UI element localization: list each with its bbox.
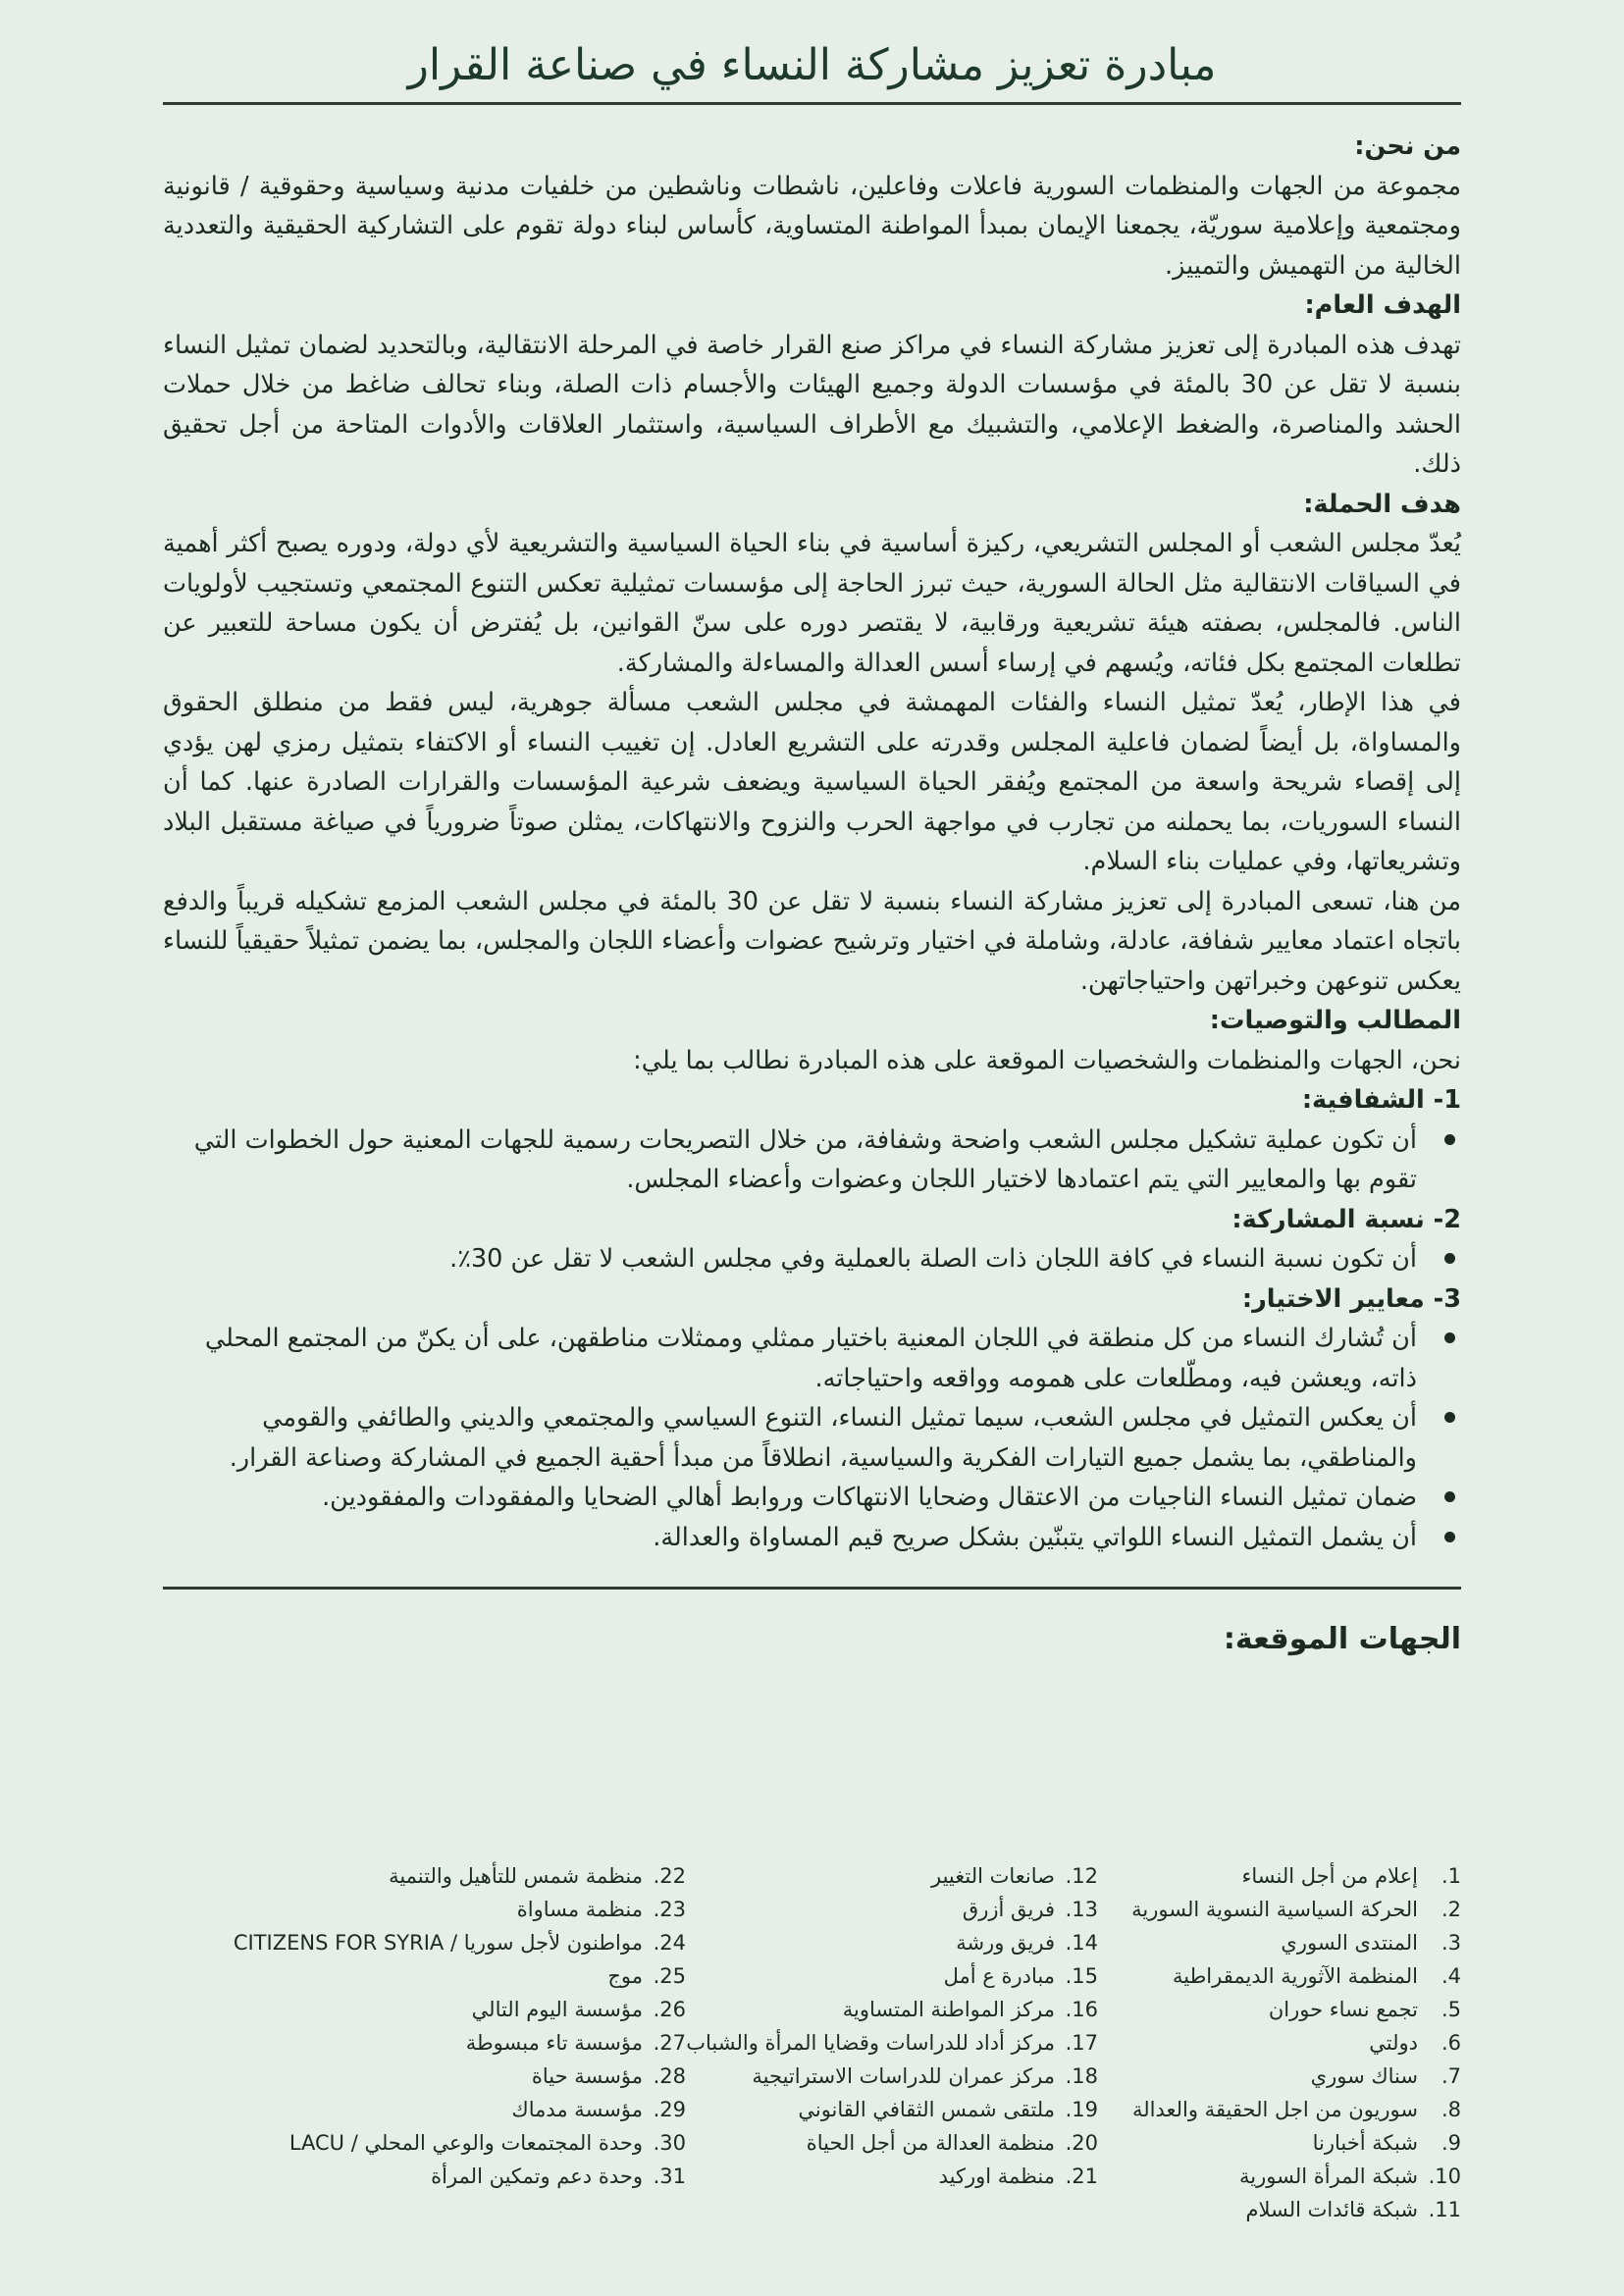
bullet-item: أن تكون نسبة النساء في كافة اللجان ذات الصلة بالعملية وفي مجلس الشعب لا تقل عن 30٪. <box>163 1239 1417 1279</box>
page-title: مبادرة تعزيز مشاركة النساء في صناعة القرار <box>407 40 1217 90</box>
signatory-item <box>258 2026 686 2060</box>
signatory-number: 5. <box>1441 1998 1461 2021</box>
signatory-number: 29. <box>653 2098 686 2121</box>
transparency-heading: 1- الشفافية: <box>1301 1085 1461 1115</box>
signatory-item <box>258 1959 686 1993</box>
signatory-number: 17. <box>1065 2031 1098 2055</box>
signatory-number: 7. <box>1441 2064 1461 2088</box>
signatory-number: 19. <box>1065 2098 1098 2121</box>
signatory-item <box>258 2093 686 2126</box>
signatory-number: 18. <box>1065 2064 1098 2088</box>
signatory-number: 22. <box>653 1864 686 1888</box>
signatory-name: مبادرة ع أمل <box>943 1964 1055 1988</box>
transparency-list <box>163 1121 1461 1200</box>
signatory-name: مؤسسة حياة <box>531 2064 643 2088</box>
signatories-column <box>1098 1859 1461 2226</box>
criteria-heading: 3- معايير الاختيار: <box>1241 1283 1461 1314</box>
signatory-name: مؤسسة مدماك <box>511 2098 643 2121</box>
signatory-name: منظمة العدالة من أجل الحياة <box>806 2131 1055 2155</box>
signatory-name: المنظمة الآثورية الديمقراطية <box>1172 1964 1418 1988</box>
demands-heading: المطالب والتوصيات: <box>1209 1006 1461 1035</box>
signatory-number: 26. <box>653 1998 686 2021</box>
participation-list <box>163 1239 1461 1279</box>
who-text: مجموعة من الجهات والمنظمات السورية فاعلات وفاعلين، ناشطات وناشطين من خلفيات مدنية وسياسية وحقوقية / قانونية ومجتمعية وإعلامية سوريّة، يجمعنا الإيمان بمبدأ المواطنة المتساوية، كأساس لبناء دولة تقوم على التشاركية الحقيقية والتعددية الخالية من التهميش والتمييز. <box>163 171 1461 281</box>
signatory-number: 28. <box>653 2064 686 2088</box>
signatory-number: 24. <box>653 1931 686 1955</box>
signatory-name: فريق ورشة <box>956 1931 1055 1955</box>
who-heading: من نحن: <box>1354 131 1461 161</box>
signatory-number: 9. <box>1441 2131 1461 2155</box>
signatory-number: 31. <box>653 2165 686 2188</box>
signatory-name: منظمة شمس للتأهيل والتنمية <box>389 1864 643 1888</box>
signatory-name: وحدة المجتمعات والوعي المحلي / LACU <box>288 2131 643 2155</box>
signatory-item <box>1098 2093 1461 2126</box>
signatory-number: 3. <box>1441 1931 1461 1955</box>
signatory-item <box>258 1859 686 1893</box>
demands-intro: نحن، الجهات والمنظمات والشخصيات الموقعة على هذه المبادرة نطالب بما يلي: <box>633 1045 1461 1075</box>
signatory-name: إعلام من أجل النساء <box>1241 1864 1418 1888</box>
signatory-name: دولتي <box>1369 2031 1418 2055</box>
campaign-paragraph: من هنا، تسعى المبادرة إلى تعزيز مشاركة النساء بنسبة لا تقل عن 30 بالمئة في مجلس الشعب المزمع تشكيله قريباً والدفع باتجاه اعتماد معايير شفافة، عادلة، وشاملة في اختيار وترشيح عضوات وأعضاء اللجان والمجلس، بما يضمن تمثيلاً حقيقياً للنساء يعكس تنوعهن وخبراتهن واحتياجاتهن. <box>163 886 1461 996</box>
signatory-name: فريق أزرق <box>962 1898 1055 1921</box>
signatory-item <box>1098 2060 1461 2093</box>
bullet-item: أن تكون عملية تشكيل مجلس الشعب واضحة وشفافة، من خلال التصريحات رسمية للجهات المعنية حول الخطوات التي تقوم بها والمعايير التي يتم اعتمادها لاختيار اللجان وعضوات وأعضاء المجلس. <box>163 1121 1417 1200</box>
signatory-item <box>1098 2026 1461 2060</box>
signatory-name: مؤسسة اليوم التالي <box>471 1998 643 2021</box>
signatory-name: سناك سوري <box>1310 2064 1418 2088</box>
signatory-number: 2. <box>1441 1898 1461 1921</box>
signatory-name: شبكة قائدات السلام <box>1245 2198 1418 2221</box>
signatory-name: سوريون من اجل الحقيقة والعدالة <box>1131 2098 1418 2121</box>
signatory-number: 8. <box>1441 2098 1461 2121</box>
signatory-name: منظمة مساواة <box>516 1898 643 1921</box>
document-body <box>163 105 1461 1664</box>
signatory-number: 23. <box>653 1898 686 1921</box>
signatory-item <box>1098 1926 1461 1959</box>
goal-text: تهدف هذه المبادرة إلى تعزيز مشاركة النساء في مراكز صنع القرار خاصة في المرحلة الانتقالية، وبالتحديد لضمان تمثيل النساء بنسبة لا تقل عن 30 بالمئة في مؤسسات الدولة وجميع الهيئات والأجسام ذات الصلة، وبناء تحالف ضاغط من خلال حملات الحشد والمناصرة، والضغط الإعلامي، والتشبيك مع الأطراف السياسية، واستثمار العلاقات والأدوات المتاحة من أجل تحقيق ذلك. <box>163 330 1461 479</box>
signatories-columns <box>163 1859 1461 2226</box>
signatory-number: 6. <box>1441 2031 1461 2055</box>
signatory-name: موج <box>607 1964 643 1988</box>
signatory-name: المنتدى السوري <box>1281 1931 1418 1955</box>
bullet-item: ضمان تمثيل النساء الناجيات من الاعتقال وضحايا الانتهاكات وروابط أهالي الضحايا والمفقودات والمفقودين. <box>163 1478 1417 1518</box>
signatory-number: 20. <box>1065 2131 1098 2155</box>
bullet-item: أن تُشارك النساء من كل منطقة في اللجان المعنية باختيار ممثلي وممثلات مناطقهن، على أن يكنّ من المجتمع المحلي ذاته، ويعشن فيه، ومطّلعات على همومه وواقعه واحتياجاته. <box>163 1319 1417 1398</box>
signatory-item <box>1098 1893 1461 1926</box>
signatory-number: 14. <box>1065 1931 1098 1955</box>
signatory-item <box>258 2060 686 2093</box>
signatories-column <box>233 1859 686 2226</box>
signatory-name: مركز عمران للدراسات الاستراتيجية <box>752 2064 1055 2088</box>
bullet-item: أن يشمل التمثيل النساء اللواتي يتبنّين بشكل صريح قيم المساواة والعدالة. <box>163 1518 1417 1558</box>
participation-heading: 2- نسبة المشاركة: <box>1231 1204 1461 1234</box>
signatory-number: 1. <box>1441 1864 1461 1888</box>
section-divider <box>163 1587 1461 1590</box>
signatory-number: 27. <box>653 2031 686 2055</box>
signatory-name: مركز المواطنة المتساوية <box>842 1998 1055 2021</box>
document-page <box>163 0 1461 2221</box>
signatory-item <box>1098 1859 1461 1893</box>
signatory-item <box>1098 2160 1461 2193</box>
signatory-item <box>258 1993 686 2026</box>
signatory-name: الحركة السياسية النسوية السورية <box>1131 1898 1418 1921</box>
goal-heading: الهدف العام: <box>1304 290 1461 320</box>
signatory-name: ملتقى شمس الثقافي القانوني <box>798 2098 1055 2121</box>
signatory-number: 25. <box>653 1964 686 1988</box>
signatory-item <box>1098 1993 1461 2026</box>
signatory-number: 13. <box>1065 1898 1098 1921</box>
bullet-item: أن يعكس التمثيل في مجلس الشعب، سيما تمثيل النساء، التنوع السياسي والمجتمعي والديني والطائفي والقومي والمناطقي، بما يشمل جميع التيارات الفكرية والسياسية، انطلاقاً من مبدأ أحقية الجميع في المشاركة وصناعة القرار. <box>163 1398 1417 1478</box>
signatory-number: 11. <box>1428 2198 1461 2221</box>
criteria-list <box>163 1319 1461 1557</box>
signatory-number: 4. <box>1441 1964 1461 1988</box>
signatory-name: شبكة أخبارنا <box>1312 2131 1418 2155</box>
signatory-number: 30. <box>653 2131 686 2155</box>
signatory-name: مؤسسة تاء مبسوطة <box>465 2031 643 2055</box>
signatory-item <box>1098 2126 1461 2160</box>
signatory-name: منظمة اوركيد <box>938 2165 1055 2188</box>
signatory-number: 21. <box>1065 2165 1098 2188</box>
signatory-item <box>1098 1959 1461 1993</box>
signatories-heading: الجهات الموقعة: <box>1223 1622 1461 1656</box>
signatory-name: مركز أداد للدراسات وقضايا المرأة والشباب <box>686 2031 1055 2055</box>
signatory-name: مواطنون لأجل سوريا / CITIZENS FOR SYRIA <box>233 1931 643 1955</box>
campaign-heading: هدف الحملة: <box>1303 489 1461 519</box>
signatory-name: وحدة دعم وتمكين المرأة <box>431 2165 643 2188</box>
signatory-name: صانعات التغيير <box>930 1864 1055 1888</box>
campaign-paragraph: يُعدّ مجلس الشعب أو المجلس التشريعي، ركيزة أساسية في بناء الحياة السياسية والتشريعية لأي دولة، ودوره يصبح أكثر أهمية في السياقات الانتقالية مثل الحالة السورية، حيث تبرز الحاجة إلى مؤسسات تمثيلية تعكس التنوع المجتمعي وتستجيب لأولويات الناس. فالمجلس، بصفته هيئة تشريعية ورقابية، لا يقتصر دوره على سنّ القوانين، بل يُفترض أن يكون مساحة للتعبير عن تطلعات المجتمع بكل فئاته، ويُسهم في إرساء أسس العدالة والمساءلة والمشاركة. <box>163 529 1461 678</box>
signatory-item <box>258 2160 686 2193</box>
signatory-item <box>258 2126 686 2160</box>
signatory-item <box>233 1926 686 1959</box>
campaign-paragraph: في هذا الإطار، يُعدّ تمثيل النساء والفئات المهمشة في مجلس الشعب مسألة جوهرية، ليس فقط من منطلق الحقوق والمساواة، بل أيضاً لضمان فاعلية المجلس وقدرته على التشريع العادل. إن تغييب النساء أو الاكتفاء بتمثيل رمزي لهن يؤدي إلى إقصاء شريحة واسعة من المجتمع ويُفقر الحياة السياسية ويضعف شرعية المؤسسات والقرارات الصادرة عنها. كما أن النساء السوريات، بما يحملنه من تجارب في مواجهة الحرب والنزوح والانتهاكات، يمثلن صوتاً ضرورياً في صياغة مستقبل البلاد وتشريعاتها، وفي عمليات بناء السلام. <box>163 688 1461 876</box>
signatory-name: شبكة المرأة السورية <box>1239 2165 1418 2188</box>
signatory-name: تجمع نساء حوران <box>1268 1998 1418 2021</box>
signatory-number: 15. <box>1065 1964 1098 1988</box>
signatory-number: 10. <box>1428 2165 1461 2188</box>
signatory-item <box>258 1893 686 1926</box>
signatory-number: 16. <box>1065 1998 1098 2021</box>
signatory-number: 12. <box>1065 1864 1098 1888</box>
signatory-item <box>1098 2193 1461 2226</box>
